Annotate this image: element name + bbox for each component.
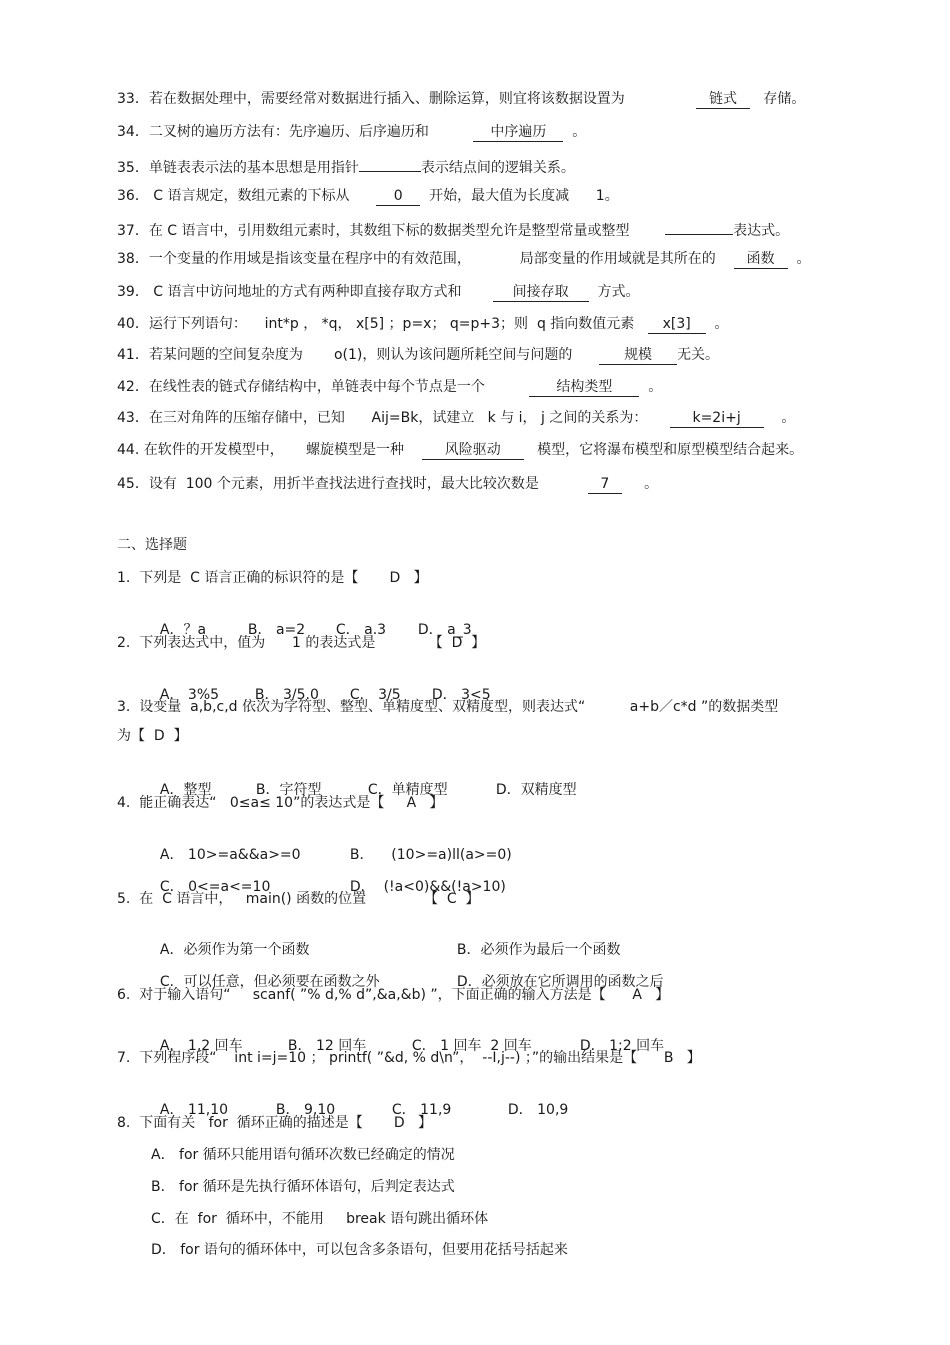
option-c: C．单精度型 bbox=[367, 782, 448, 798]
option-c: C． 0<=a<=10 bbox=[159, 879, 271, 895]
option-c: C．可以任意，但必须要在函数之外 bbox=[159, 974, 380, 990]
fill-item-37: 37．在 C 语言中，引用数组元素时，其数组下标的数据类型允许是整型常量或整型 表达式。 bbox=[117, 217, 890, 241]
fill-item-42: 42．在线性表的链式存储结构中，单链表中每个节点是一个 结构类型 。 bbox=[117, 379, 663, 395]
option-d: D． 1;2 回车 bbox=[579, 1038, 665, 1054]
mc-question-2: 2. 下列表达式中，值为 1 的表达式是 【 D 】 bbox=[117, 635, 486, 651]
option-b: B． 12 回车 bbox=[287, 1038, 367, 1054]
fill-item-39: 39． C 语言中访问地址的方式有两种即直接存取方式和 间接存取 方式。 bbox=[117, 284, 640, 300]
fill-item-38: 38．一个变量的作用域是指该变量在程序中的有效范围， 局部变量的作用域就是其所在的 函数 。 bbox=[117, 251, 811, 267]
answer-blank: 链式 bbox=[696, 91, 750, 109]
option-d: D． 3<5 bbox=[431, 687, 491, 703]
option-a: A．？a bbox=[159, 622, 207, 638]
answer-blank: 7 bbox=[588, 476, 622, 494]
answer-blank: 规模 bbox=[599, 347, 677, 365]
fill-item-44: 44. 在软件的开发模型中， 螺旋模型是一种 风险驱动 模型，它将瀑布模型和原型模型结合起来。 bbox=[117, 442, 804, 458]
option-a: A． 11,10 bbox=[159, 1102, 229, 1118]
option-d: D． for 语句的循环体中，可以包含多条语句，但要用花括号括起来 bbox=[151, 1242, 568, 1258]
option-d: D．必须放在它所调用的函数之后 bbox=[456, 974, 664, 990]
fill-item-33: 33．若在数据处理中，需要经常对数据进行插入、删除运算，则宜将该数据设置为 链式 存储。 bbox=[117, 91, 806, 107]
option-b: B．字符型 bbox=[255, 782, 322, 798]
mc-question-7: 7. 下列程序段“ int i=j=10 ； printf( ”&d, % d\n”， --I,j--) ；”的输出结果是【 B 】 bbox=[117, 1050, 701, 1066]
option-a: A．整型 bbox=[159, 782, 212, 798]
fill-item-43: 43．在三对角阵的压缩存储中，已知 Aij=Bk，试建立 k 与 i， j 之间的关系为： k=2i+j 。 bbox=[117, 410, 796, 426]
mc-question-8: 8. 下面有关 for 循环正确的描述是【 D 】 bbox=[117, 1115, 433, 1131]
option-b: B． for 循环是先执行循环体语句，后判定表达式 bbox=[151, 1179, 455, 1195]
answer-blank: k=2i+j bbox=[670, 410, 764, 428]
option-d: D．双精度型 bbox=[495, 782, 577, 798]
fill-item-41: 41．若某问题的空间复杂度为 o(1)，则认为该问题所耗空间与问题的 规模 无关。 bbox=[117, 347, 720, 363]
section-title: 二、选择题 bbox=[117, 537, 187, 553]
answer-blank: 函数 bbox=[734, 251, 788, 269]
fill-item-45: 45．设有 100 个元素，用折半查找法进行查找时，最大比较次数是 7 。 bbox=[117, 476, 659, 492]
option-a: A． 10>=a&&a>=0 bbox=[159, 847, 301, 863]
option-b: B． a=2 bbox=[247, 622, 306, 638]
option-a: A． for 循环只能用语句循环次数已经确定的情况 bbox=[151, 1147, 455, 1163]
answer-blank: 中序遍历 bbox=[473, 124, 563, 142]
option-c: C． 1 回车 2 回车 bbox=[411, 1038, 532, 1054]
option-d: D． a_3 bbox=[417, 622, 472, 638]
fill-item-35: 35．单链表表示法的基本思想是用指针 表示结点间的逻辑关系。 bbox=[117, 154, 890, 178]
option-b: B． 9,10 bbox=[275, 1102, 336, 1118]
fill-item-40: 40．运行下列语句： int*p ， *q， x[5] ；p=x； q=p+3；则 q 指向数值元素 x[3] 。 bbox=[117, 316, 729, 332]
mc-question-3-cont: 为【 D 】 bbox=[117, 728, 188, 744]
option-a: A． 3%5 bbox=[159, 687, 220, 703]
mc-question-6: 6. 对于输入语句“ scanf( ”% d,% d”,&a,&b) ”，下面正确的输入方法是【 A 】 bbox=[117, 987, 670, 1003]
option-c: C． 11,9 bbox=[391, 1102, 452, 1118]
answer-blank: x[3] bbox=[648, 316, 706, 334]
answer-blank bbox=[359, 154, 421, 172]
option-c: C． 3/5 bbox=[349, 687, 401, 703]
option-a: A． 1,2 回车 bbox=[159, 1038, 243, 1054]
option-b: B．必须作为最后一个函数 bbox=[456, 942, 621, 958]
mc-question-4: 4. 能正确表达“ 0≤a≤ 10”的表达式是【 A 】 bbox=[117, 795, 444, 811]
option-b: B． (10>=a)ll(a>=0) bbox=[349, 847, 512, 863]
option-c: C． a.3 bbox=[335, 622, 387, 638]
mc-question-3: 3. 设变量 a,b,c,d 依次为字符型、整型、单精度型、双精度型，则表达式“ a+b／c*d ”的数据类型 bbox=[117, 699, 779, 715]
mc-question-5: 5. 在 C 语言中， main() 函数的位置 【 C 】 bbox=[117, 891, 480, 907]
answer-blank: 0 bbox=[376, 188, 420, 206]
option-d: D． 10,9 bbox=[507, 1102, 569, 1118]
option-c: C．在 for 循环中，不能用 break 语句跳出循环体 bbox=[151, 1211, 489, 1227]
answer-blank bbox=[665, 217, 733, 235]
answer-blank: 风险驱动 bbox=[422, 442, 524, 460]
fill-item-34: 34．二叉树的遍历方法有：先序遍历、后序遍历和 中序遍历 。 bbox=[117, 124, 587, 140]
answer-blank: 结构类型 bbox=[529, 379, 639, 397]
fill-item-36: 36． C 语言规定，数组元素的下标从 0 开始，最大值为长度减 1。 bbox=[117, 188, 619, 204]
option-d: D． (!a<0)&&(!a>10) bbox=[349, 879, 506, 895]
option-b: B． 3/5.0 bbox=[254, 687, 319, 703]
option-a: A．必须作为第一个函数 bbox=[159, 942, 310, 958]
answer-blank: 间接存取 bbox=[493, 284, 589, 302]
mc-question-1: 1. 下列是 C 语言正确的标识符的是【 D 】 bbox=[117, 570, 428, 586]
